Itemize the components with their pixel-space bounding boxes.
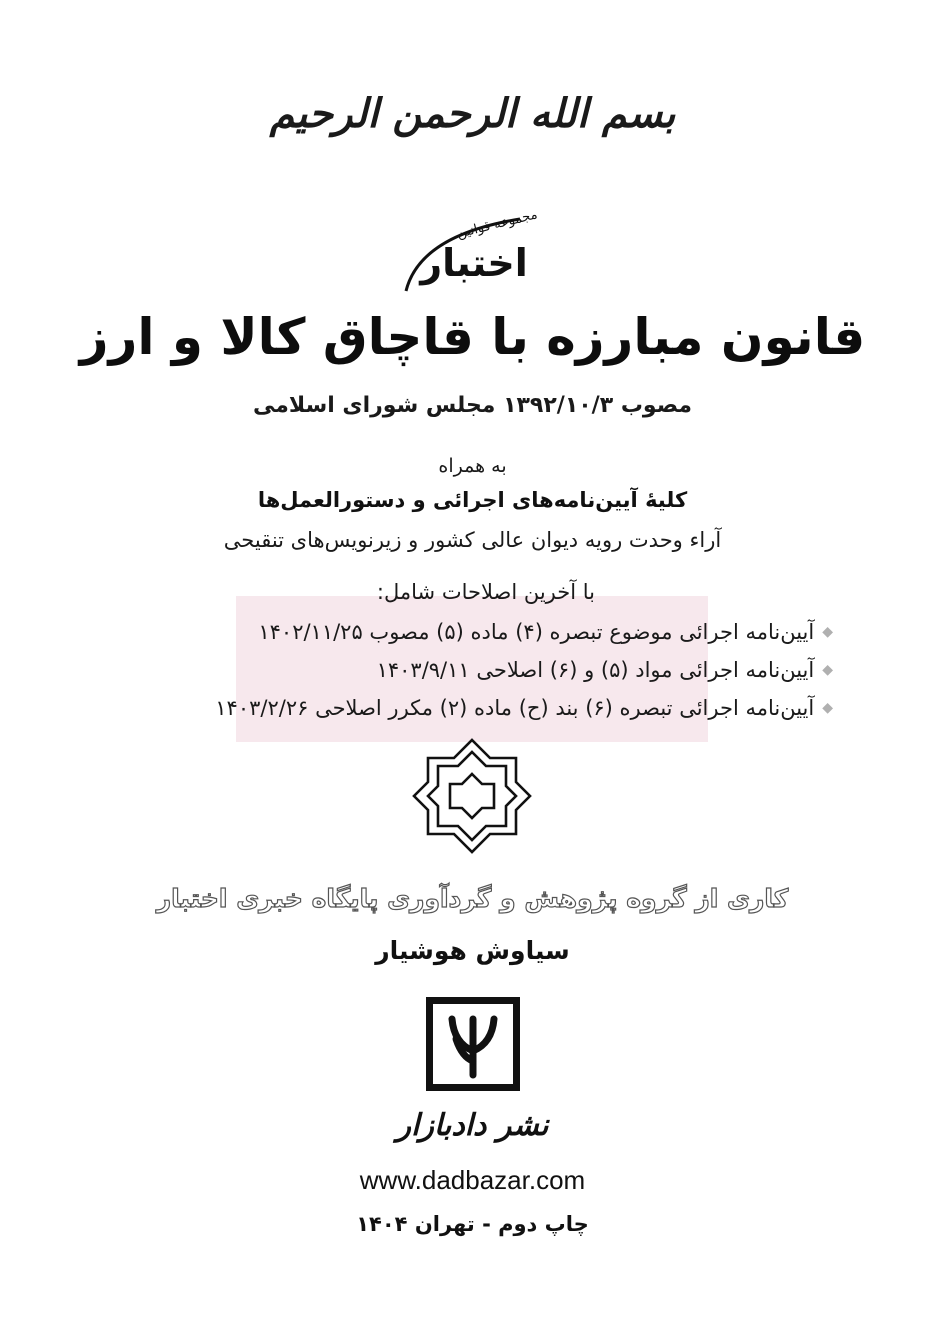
rulings-line: آراء وحدت رویه دیوان عالی کشور و زیرنویس‌های تنقیحی — [223, 528, 722, 552]
approval-line: مصوب ۱۳۹۲/۱۰/۳ مجلس شورای اسلامی — [252, 393, 693, 418]
publisher-name: نشر دادبازار — [396, 1108, 549, 1143]
along-with-text: به همراه — [438, 455, 507, 477]
list-item — [377, 658, 833, 682]
diamond-bullet-icon: ◆ — [822, 624, 833, 640]
website-url: www.dadbazar.com — [359, 1165, 586, 1195]
regulations-line: کلیهٔ آیین‌نامه‌های اجرائی و دستورالعمل‌ها — [257, 488, 688, 512]
series-badge — [400, 207, 548, 295]
amendments-heading: با آخرین اصلاحات شامل: — [376, 580, 595, 604]
publisher-logo-icon — [426, 997, 520, 1091]
edition-line: چاپ دوم - تهران ۱۴۰۴ — [356, 1212, 589, 1236]
amendment-text: آیین‌نامه اجرائی تبصره (۶) بند (ح) ماده (۲) مکرر اصلاحی ۱۴۰۳/۲/۲۶ — [215, 696, 815, 720]
series-name: اختبار — [420, 241, 528, 285]
page-title: قانون مبارزه با قاچاق کالا و ارز — [79, 308, 866, 366]
list-item — [258, 620, 833, 644]
research-group-line: کاری از گروه پژوهش و گردآوری پایگاه خبری اختبار — [156, 884, 789, 913]
author-name: سیاوش هوشیار — [375, 936, 570, 965]
diamond-bullet-icon: ◆ — [822, 700, 833, 716]
list-item — [215, 696, 833, 720]
series-label: مجموعه قوانین — [454, 207, 539, 242]
diamond-bullet-icon: ◆ — [822, 662, 833, 678]
amendment-text: آیین‌نامه اجرائی مواد (۵) و (۶) اصلاحی ۱۴۰۳/۹/۱۱ — [376, 658, 815, 682]
eight-point-star-icon — [412, 738, 532, 854]
basmala-calligraphy: بسم الله الرحمن الرحیم — [269, 90, 676, 137]
amendment-text: آیین‌نامه اجرائی موضوع تبصره (۴) ماده (۵) مصوب ۱۴۰۲/۱۱/۲۵ — [258, 620, 815, 644]
